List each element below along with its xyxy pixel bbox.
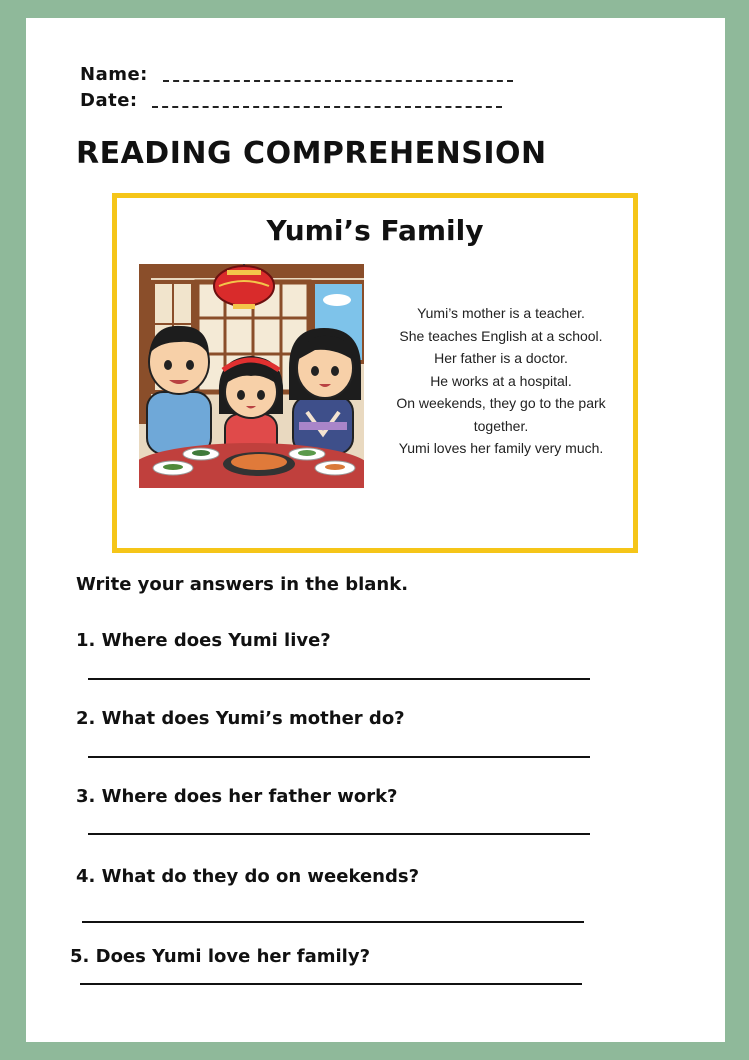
name-label: Name: bbox=[80, 64, 148, 85]
question-1: 1. Where does Yumi live? bbox=[76, 630, 331, 651]
name-field[interactable] bbox=[80, 64, 513, 85]
story-line: Yumi’s mother is a teacher. bbox=[417, 305, 585, 321]
answer-line-3[interactable] bbox=[88, 833, 590, 835]
date-blank[interactable] bbox=[152, 106, 502, 108]
date-label: Date: bbox=[80, 90, 138, 111]
date-field[interactable] bbox=[80, 90, 502, 111]
instruction-text: Write your answers in the blank. bbox=[76, 574, 409, 595]
page-title: READING COMPREHENSION bbox=[76, 136, 547, 171]
question-4: 4. What do they do on weekends? bbox=[76, 866, 420, 887]
story-text bbox=[381, 302, 621, 460]
story-line: Her father is a doctor. bbox=[434, 350, 568, 366]
story-line: On weekends, they go to the park bbox=[396, 395, 606, 411]
answer-line-4[interactable] bbox=[82, 921, 584, 923]
story-line: Yumi loves her family very much. bbox=[398, 440, 604, 456]
answer-line-5[interactable] bbox=[80, 983, 582, 985]
story-line: together. bbox=[473, 417, 529, 434]
story-box bbox=[112, 193, 638, 553]
name-blank[interactable] bbox=[163, 80, 513, 82]
worksheet-page bbox=[26, 18, 725, 1042]
answer-line-2[interactable] bbox=[88, 756, 590, 758]
question-3: 3. Where does her father work? bbox=[76, 786, 398, 807]
question-5: 5. Does Yumi love her family? bbox=[70, 946, 371, 967]
story-line: She teaches English at a school. bbox=[399, 327, 603, 344]
answer-line-1[interactable] bbox=[88, 678, 590, 680]
family-dinner-illustration bbox=[139, 264, 364, 488]
question-2: 2. What does Yumi’s mother do? bbox=[76, 708, 405, 729]
story-title: Yumi’s Family bbox=[266, 214, 484, 247]
story-line: He works at a hospital. bbox=[430, 372, 572, 389]
